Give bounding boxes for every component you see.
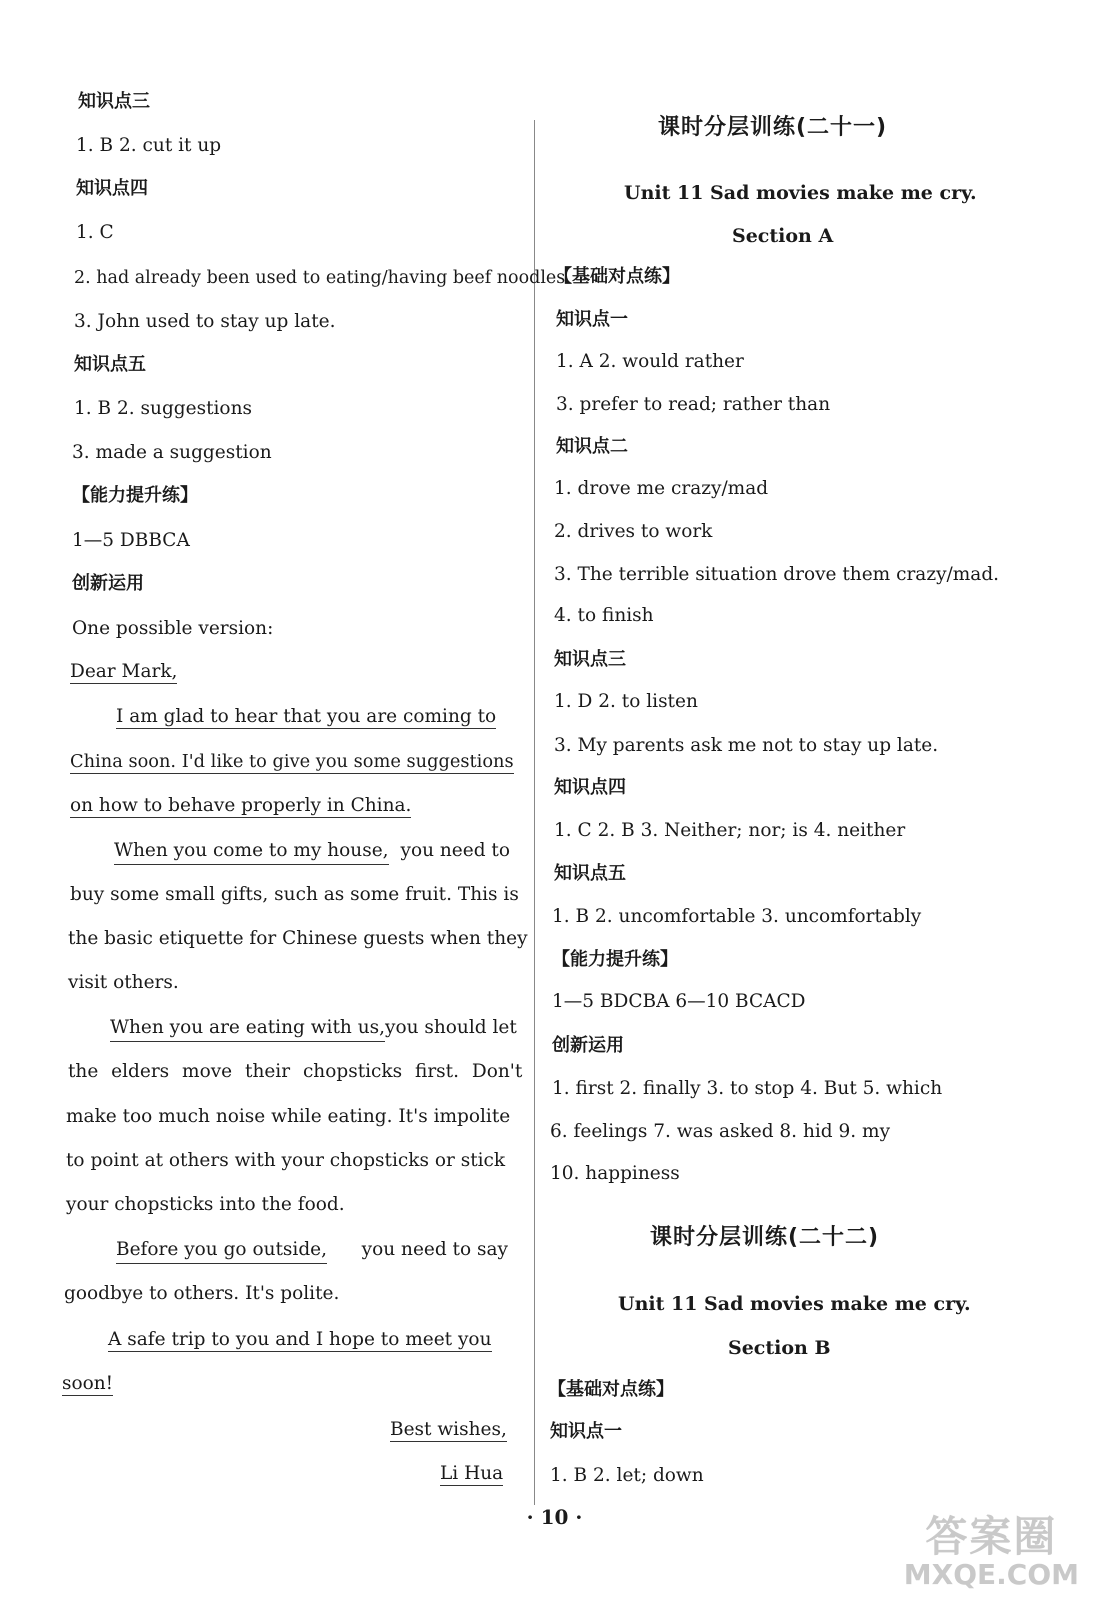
essay-p4-l2: goodbye to others. It's polite. [64, 1283, 340, 1304]
ability-heading-right: 【能力提升练】 [552, 949, 678, 970]
column-divider [534, 120, 535, 1505]
lesson21-title: 课时分层训练(二十一) [658, 115, 888, 140]
p1-l1-text: I am glad to hear that you are coming to [116, 706, 497, 727]
essay-p3-l5: your chopsticks into the food. [66, 1194, 345, 1215]
essay-p1-l3 [70, 794, 411, 818]
kp1b-heading: 知识点一 [550, 1421, 622, 1442]
ability-heading: 【能力提升练】 [72, 485, 198, 506]
kp5-heading: 知识点五 [74, 354, 146, 375]
essay-p4-l1 [116, 1238, 508, 1264]
innovate-answers-1: 1. first 2. finally 3. to stop 4. But 5. which [552, 1078, 943, 1099]
basic-heading-2: 【基础对点练】 [548, 1379, 674, 1400]
kp3-heading: 知识点三 [78, 91, 150, 112]
kp1-heading: 知识点一 [556, 309, 628, 330]
kp4-answer-3: 3. John used to stay up late. [74, 311, 336, 332]
kp5-answers-right: 1. B 2. uncomfortable 3. uncomfortably [552, 906, 922, 927]
kp1b-answers: 1. B 2. let; down [550, 1465, 704, 1486]
innovate-heading: 创新运用 [72, 573, 144, 594]
p5-l1-text: A safe trip to you and I hope to meet you [108, 1329, 492, 1350]
greeting-text: Dear Mark, [70, 661, 178, 682]
kp5-answers-2: 3. made a suggestion [72, 442, 272, 463]
basic-heading: 【基础对点练】 [554, 266, 680, 287]
innovate-answers-2: 6. feelings 7. was asked 8. hid 9. my [550, 1121, 891, 1142]
watermark-url: MXQE.COM [903, 1558, 1079, 1591]
essay-p5-l2 [62, 1372, 113, 1396]
kp3-answers-right-2: 3. My parents ask me not to stay up late. [554, 735, 939, 756]
watermark-text: 答案圈 [925, 1512, 1058, 1561]
kp2-answer-4: 4. to finish [554, 605, 654, 626]
essay-p3-l1 [110, 1016, 517, 1042]
p2-l1-underlined: When you come to my house, [114, 839, 389, 865]
watermark [904, 1514, 1079, 1590]
ability-answers: 1—5 DBBCA [72, 530, 190, 551]
kp2-heading: 知识点二 [556, 436, 628, 457]
kp1-answers-1: 1. A 2. would rather [556, 351, 744, 372]
essay-p1-l1 [116, 705, 496, 729]
essay-greeting [70, 660, 177, 684]
kp4-answer-2: 2. had already been used to eating/having beef noodles [74, 268, 566, 288]
essay-intro: One possible version: [72, 618, 274, 639]
kp2-answer-1: 1. drove me crazy/mad [554, 478, 769, 499]
p1-l2-text: China soon. I'd like to give you some suggestions [70, 751, 514, 772]
essay-p3-l4: to point at others with your chopsticks or stick [66, 1150, 506, 1171]
signature-text: Li Hua [440, 1463, 504, 1484]
lesson22-section: Section B [728, 1337, 831, 1359]
p1-l3-text: on how to behave properly in China. [70, 795, 412, 816]
essay-p2-l1 [114, 839, 510, 865]
p2-l1-rest: you need to [400, 840, 510, 861]
essay-p2-l2: buy some small gifts, such as some fruit. This is [70, 884, 519, 905]
p4-l1-underlined: Before you go outside, [116, 1238, 327, 1264]
lesson21-unit: Unit 11 Sad movies make me cry. [624, 182, 977, 204]
kp3-answers-right-1: 1. D 2. to listen [554, 691, 698, 712]
p5-l2-text: soon! [62, 1373, 114, 1394]
kp5-heading-right: 知识点五 [554, 863, 626, 884]
essay-p3-l2: the elders move their chopsticks first. Don't [68, 1061, 523, 1082]
essay-p1-l2 [70, 750, 514, 774]
lesson22-unit: Unit 11 Sad movies make me cry. [618, 1293, 971, 1315]
closing-text: Best wishes, [390, 1419, 507, 1440]
essay-closing [390, 1418, 507, 1442]
innovate-answers-3: 10. happiness [550, 1163, 680, 1184]
essay-p2-l4: visit others. [68, 972, 179, 993]
kp2-answer-2: 2. drives to work [554, 521, 713, 542]
kp4-answer-1: 1. C [76, 222, 114, 243]
lesson21-section: Section A [732, 225, 834, 247]
lesson22-title: 课时分层训练(二十二) [650, 1225, 880, 1250]
kp5-answers-1: 1. B 2. suggestions [74, 398, 252, 419]
kp2-answer-3: 3. The terrible situation drove them crazy/mad. [554, 564, 1000, 585]
ability-answers-right: 1—5 BDCBA 6—10 BCACD [552, 991, 806, 1012]
kp3-answers: 1. B 2. cut it up [76, 135, 222, 156]
p3-l1-rest: you should let [385, 1017, 517, 1038]
essay-p3-l3: make too much noise while eating. It's impolite [66, 1106, 511, 1127]
p4-l1-rest: you need to say [361, 1239, 508, 1260]
kp4-heading: 知识点四 [76, 178, 148, 199]
innovate-heading-right: 创新运用 [552, 1035, 624, 1056]
page-number: · 10 · [526, 1505, 583, 1529]
essay-p2-l3: the basic etiquette for Chinese guests when they [68, 928, 528, 949]
p3-l1-underlined: When you are eating with us, [110, 1016, 385, 1042]
kp3-heading-right: 知识点三 [554, 649, 626, 670]
essay-p5-l1 [108, 1328, 492, 1352]
essay-signature [440, 1462, 503, 1486]
kp4-heading-right: 知识点四 [554, 777, 626, 798]
kp4-answers-right: 1. C 2. B 3. Neither; nor; is 4. neither [554, 820, 906, 841]
kp1-answers-2: 3. prefer to read; rather than [556, 394, 831, 415]
